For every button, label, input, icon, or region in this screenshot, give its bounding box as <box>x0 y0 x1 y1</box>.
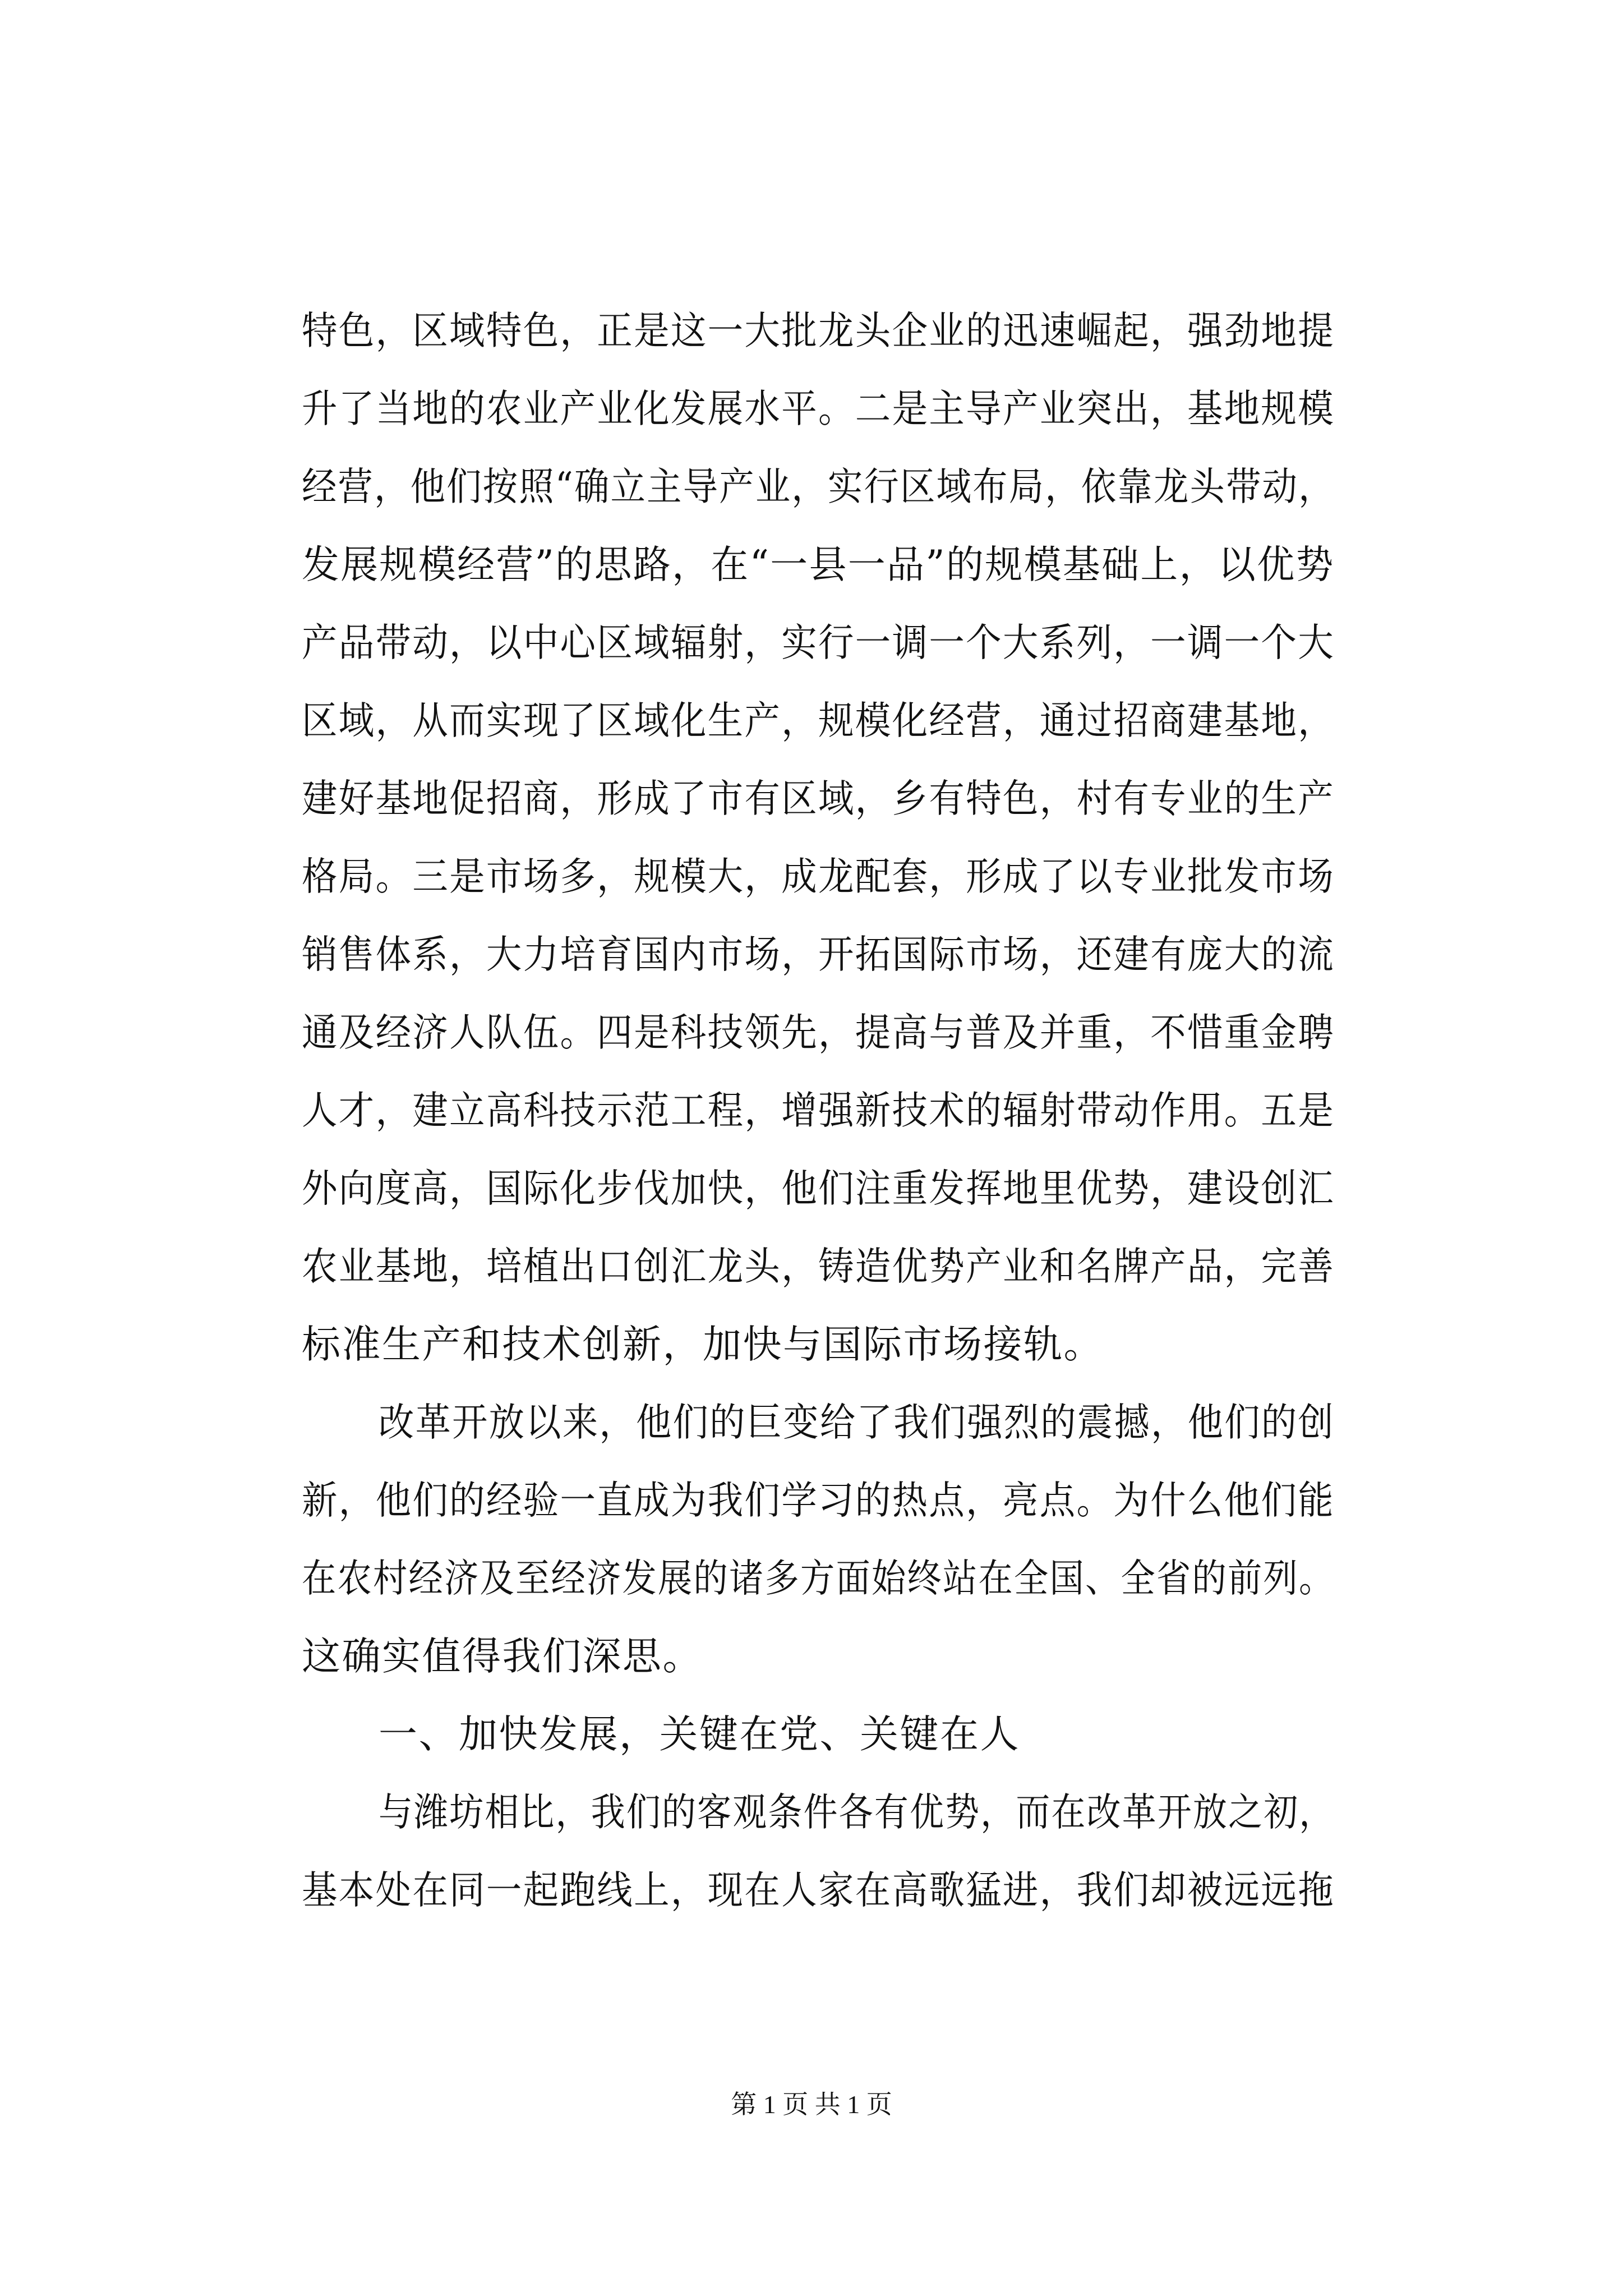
body-text-line: 格局。三是市场多，规模大，成龙配套，形成了以专业批发市场 <box>302 854 1335 899</box>
body-text-line: 升了当地的农业产业化发展水平。二是主导产业突出，基地规模 <box>302 386 1335 431</box>
body-text-line: 基本处在同一起跑线上，现在人家在高歌猛进，我们却被远远拖 <box>302 1868 1335 1913</box>
body-text-line: 产品带动，以中心区域辐射，实行一调一个大系列，一调一个大 <box>302 620 1335 665</box>
body-text-line: 这确实值得我们深思。 <box>302 1634 703 1679</box>
body-text-line: 标准生产和技术创新，加快与国际市场接轨。 <box>302 1322 1104 1367</box>
body-text-line: 区域，从而实现了区域化生产，规模化经营，通过招商建基地， <box>302 698 1335 743</box>
body-text-line: 外向度高，国际化步伐加快，他们注重发挥地里优势，建设创汇 <box>302 1166 1335 1211</box>
body-text-line: 经营，他们按照“确立主导产业，实行区域布局，依靠龙头带动， <box>302 464 1335 509</box>
body-text-line: 建好基地促招商，形成了市有区域，乡有特色，村有专业的生产 <box>302 776 1335 821</box>
body-text-line: 特色，区域特色，正是这一大批龙头企业的迅速崛起，强劲地提 <box>302 309 1335 353</box>
body-text-line: 发展规模经营”的思路，在“一县一品”的规模基础上，以优势 <box>302 542 1335 587</box>
body-text-line: 人才，建立高科技示范工程，增强新技术的辐射带动作用。五是 <box>302 1088 1335 1133</box>
body-text-line: 销售体系，大力培育国内市场，开拓国际市场，还建有庞大的流 <box>302 932 1335 977</box>
page-footer: 第 1 页 共 1 页 <box>731 2090 892 2119</box>
body-text-line: 在农村经济及至经济发展的诸多方面始终站在全国、全省的前列。 <box>302 1556 1335 1601</box>
body-text-line: 改革开放以来，他们的巨变给了我们强烈的震撼，他们的创 <box>379 1400 1335 1445</box>
section-heading: 一、加快发展，关键在党、关键在人 <box>379 1712 1020 1757</box>
body-text-line: 新，他们的经验一直成为我们学习的热点，亮点。为什么他们能 <box>302 1478 1335 1523</box>
body-text-line: 通及经济人队伍。四是科技领先，提高与普及并重，不惜重金聘 <box>302 1010 1335 1055</box>
body-text-line: 农业基地，培植出口创汇龙头，铸造优势产业和名牌产品，完善 <box>302 1244 1335 1289</box>
body-text-line: 与潍坊相比，我们的客观条件各有优势，而在改革开放之初， <box>379 1790 1335 1835</box>
